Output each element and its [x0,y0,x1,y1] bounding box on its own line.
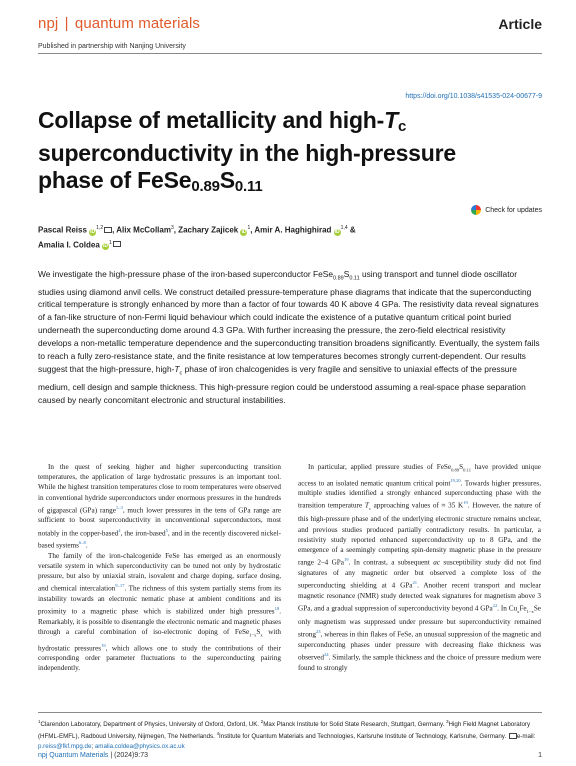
orcid-icon[interactable]: iD [90,228,96,235]
body-subscript: 0.11 [463,467,472,473]
email-icon[interactable] [113,241,121,247]
email-icon[interactable] [104,227,112,233]
email-link[interactable]: amalia.coldea@physics.ox.ac.uk [94,742,185,750]
check-updates-label: Check for updates [485,206,542,214]
header-divider [38,53,542,54]
body-text: In the quest of seeking higher and higher superconducting transition temperatures, the application of large hydrostatic pressures is an important tool. While the highest transition temperatures close to room temperatures were observed in conventional hydride superconductors under enormous pressures in the hundreds of gigapascal (GPa) range [38,463,281,515]
title-tc-subscript: c [397,118,407,135]
author-list [38,222,458,251]
body-text: The family of the iron-chalcogenide FeSe has emerged as an enormously versatile system in which superconductivity can be tuned not only by hydrostatic pressure, but also by uniaxial strain, isovalent and charge doping, surface dosing, and chemical intercalation [38,551,281,593]
body-text: , much lower pressures in the tens of GPa range are sufficient to boost superconductivity in unconventional superconductors, most notably in the copper-based [38,506,281,537]
title-line1: Collapse of metallicity and high- [38,107,385,133]
email-icon [509,733,517,739]
check-for-updates-button[interactable] [471,205,542,215]
body-italic: ac [433,558,440,567]
author-affil-sup: 3 [170,225,174,231]
journal-brand: npj [38,15,59,32]
journal-name: quantum materials [74,15,200,32]
affil-text: Clarendon Laboratory, Department of Physics, University of Oxford, Oxford, UK. [40,721,261,729]
body-text: . Remarkably, it is possible to disentangle the electronic nematic and magnetic phases through a careful combination of iso-electronic doping of FeSe [38,607,281,636]
crossmark-icon [471,205,481,215]
body-text: . Similarly, the sample thickness and the choice of pressure medium were found to strongly [298,653,541,672]
article-type-label: Article [498,16,542,32]
author-name[interactable]: Amalia I. Coldea [38,240,100,250]
email-link[interactable]: p.reiss@fkf.mpg.de [38,742,92,750]
affiliations-divider [38,712,542,713]
affil-text: Institute for Quantum Materials and Technologies, Karlsruhe Institute of Technology, Karlsruhe, Germany. [219,733,508,741]
author-name[interactable]: , Zachary Zajicek [173,225,239,235]
body-subscript: 1−x [526,608,534,614]
affil-number: 3 [446,719,449,724]
body-subscript: x [260,632,263,638]
reference-link[interactable]: 6–8 [78,540,86,546]
body-text: , which allows one to study the contributions of their corresponding order parameter fluctuations to the superconducting pairing independently. [38,644,281,673]
abstract-subscript: 0.11 [349,275,360,282]
footer-volume: | (2024)9:73 [108,752,148,759]
abstract-text: using transport and tunnel diode oscillator studies using diamond anvil cells. We construct detailed pressure-temperature phase diagrams that indicate that the superconducting critical temperature is strongly enhanced by more than a factor of four towards 40 K above 4 GPa. The resistivity data reveal signatures of a fan-like structure of non-Fermi liquid behaviour which could indicate the existence of a putative quantum critical point buried underneath the superconducting dome around 4.3 GPa. With further increasing the pressure, the zero-field electrical resistivity develops a non-metallic temperature dependence and the superconducting transition broadens significantly. Eventually, the system fails to reach a fully zero-resistance state, and the finite resistance at low temperatures becomes strongly current-dependent. Our results suggest that the high-pressure, high- [38,269,540,375]
body-text: approaching values of ≈ 35 K [370,501,464,510]
abstract-text: phase of iron chalcogenides is very fragile and sensitive to uniaxial effects of the pressure medium, cell design and sample thickness. This high-pressure region could be understood assuming a real-space phase separation caused by nearly concomitant electronic and structural instabilities. [38,364,526,405]
body-text: , the iron-based [120,529,166,537]
body-text: . In contrast, a subsequent [348,558,434,567]
orcid-icon[interactable]: iD [241,228,247,235]
body-text: , whereas in thin flakes of FeSe, an unusual suppression of the magnetic and superconducting phases under pressure with decreasing flake thickness was observed [298,630,541,662]
doi-link[interactable]: https://doi.org/10.1038/s41535-024-00677-9 [405,93,542,100]
body-text: have provided unique access to an isolated nematic quantum critical point [298,463,542,488]
title-sulfur: S [219,167,235,193]
body-text: . Another recent transport and nuclear magnetic resonance (NMR) study detected weak signatures for magnetism above 3 GPa, and a gradual suppression of superconductivity beyond 4 GPa [298,581,541,613]
body-text: with hydrostatic pressures [38,628,282,653]
reference-link[interactable]: 5 [165,527,168,533]
author-name[interactable]: Pascal Reiss [38,225,87,235]
abstract-text: We investigate the high-pressure phase of the iron-based superconductor FeSe [38,269,334,279]
title-sub-se: 0.89 [191,178,220,195]
body-paragraph [38,551,281,674]
reference-link[interactable]: 23 [315,629,321,635]
reference-link[interactable]: 19 [343,557,349,563]
body-text: . The richness of this system partially stems from its instability towards an electronic nematic phase at ambient conditions and its proximity to a magnetic phase which is stabilized under high pressures [38,584,281,616]
body-text: , and in the recently discovered nickel-based systems [38,529,281,550]
affil-text: e-mail: [516,733,536,741]
body-text: . Towards higher pressures, multiple studies identified a strongly enhanced superconducting phase with the transition temperature [298,479,542,510]
affil-text: Max Planck Institute for Solid State Research, Stuttgart, Germany. [263,721,447,729]
footer-journal-link[interactable]: npj Quantum Materials [38,752,109,759]
affil-text: ; [91,742,95,750]
abstract-tc-symbol: T [174,364,180,375]
journal-separator: | [64,15,69,32]
author-affil-sup: 1 [109,239,112,246]
body-text: S [256,628,261,636]
orcid-icon[interactable]: iD [334,228,340,235]
author-affil-sup: 1,4 [340,225,348,231]
affiliations [38,717,542,751]
orcid-icon[interactable]: iD [103,243,109,250]
title-line3: phase of FeSe [38,167,192,193]
journal-title[interactable] [38,15,200,32]
affil-number: 2 [260,719,264,724]
abstract-text: S [343,269,350,279]
author-affil-sup: 1,2 [96,225,104,231]
title-line2: superconductivity in the high-pressure [38,140,456,166]
body-subscript: 0.89 [451,467,460,473]
author-affil-sup: 1 [247,225,251,231]
reference-link[interactable]: 9–17 [115,583,125,589]
affil-number: 1 [38,719,41,724]
tc-symbol: T [364,501,369,510]
body-text: . However, the nature of this high-pressure phase and of the underlying electronic structure remains unclear, and previous studies produced partially contradictory results. In particular, a resistivity study reported enhanced superconductivity up to 8 GPa, and the emergence of a seemingly competing spin-density magnetic phase in the pressure range 2–4 GPa [298,501,541,567]
reference-link[interactable]: 22 [492,602,498,608]
reference-link[interactable]: 24 [323,651,329,657]
body-subscript: 1−x [249,632,257,638]
body-text: S [459,463,464,471]
article-title [38,107,538,200]
author-conjunction: & [347,225,356,235]
partnership-note: Published in partnership with Nanjing University [38,43,186,50]
abstract-subscript: c [179,370,183,377]
reference-link[interactable]: 21 [412,580,418,586]
reference-link[interactable]: 19 [463,500,468,506]
author-name[interactable]: , Amir A. Haghighirad [250,225,332,235]
affil-number: 4 [216,731,220,737]
reference-link[interactable]: 4 [118,527,121,533]
page-number: 1 [538,752,542,759]
body-subscript: x [517,608,520,614]
body-text: Fe [519,604,527,613]
author-name[interactable]: , Alix McCollam [112,225,171,235]
reference-link[interactable]: 18 [274,606,280,612]
abstract [38,268,540,406]
footer-citation [38,752,148,759]
reference-link[interactable]: 19,20 [450,477,461,483]
body-paragraph [298,462,541,673]
body-column-left [38,462,281,674]
body-text: Se only magnetism was suppressed under pressure but superconductivity remained strong [298,604,541,639]
body-subscript: c [368,506,371,512]
title-tc-symbol: T [384,107,398,133]
body-text: . In Cu [497,604,518,613]
body-text: . [85,541,88,550]
reference-link[interactable]: 1–3 [115,504,123,510]
reference-link[interactable]: 19 [101,642,106,648]
body-text: susceptibility study did not find signatures of any magnetic order but observed a complete loss of the superconducting shielding at 4 GPa [298,558,542,590]
abstract-subscript: 0.89 [333,275,344,282]
body-text: In particular, applied pressure studies of FeSe [308,463,452,471]
body-paragraph [38,462,281,551]
affil-text: High Field Magnet Laboratory (HFML-EMFL), Radboud University, Nijmegen, The Netherlands. [38,721,531,741]
body-column-right [298,462,541,673]
title-sub-s: 0.11 [234,178,263,195]
